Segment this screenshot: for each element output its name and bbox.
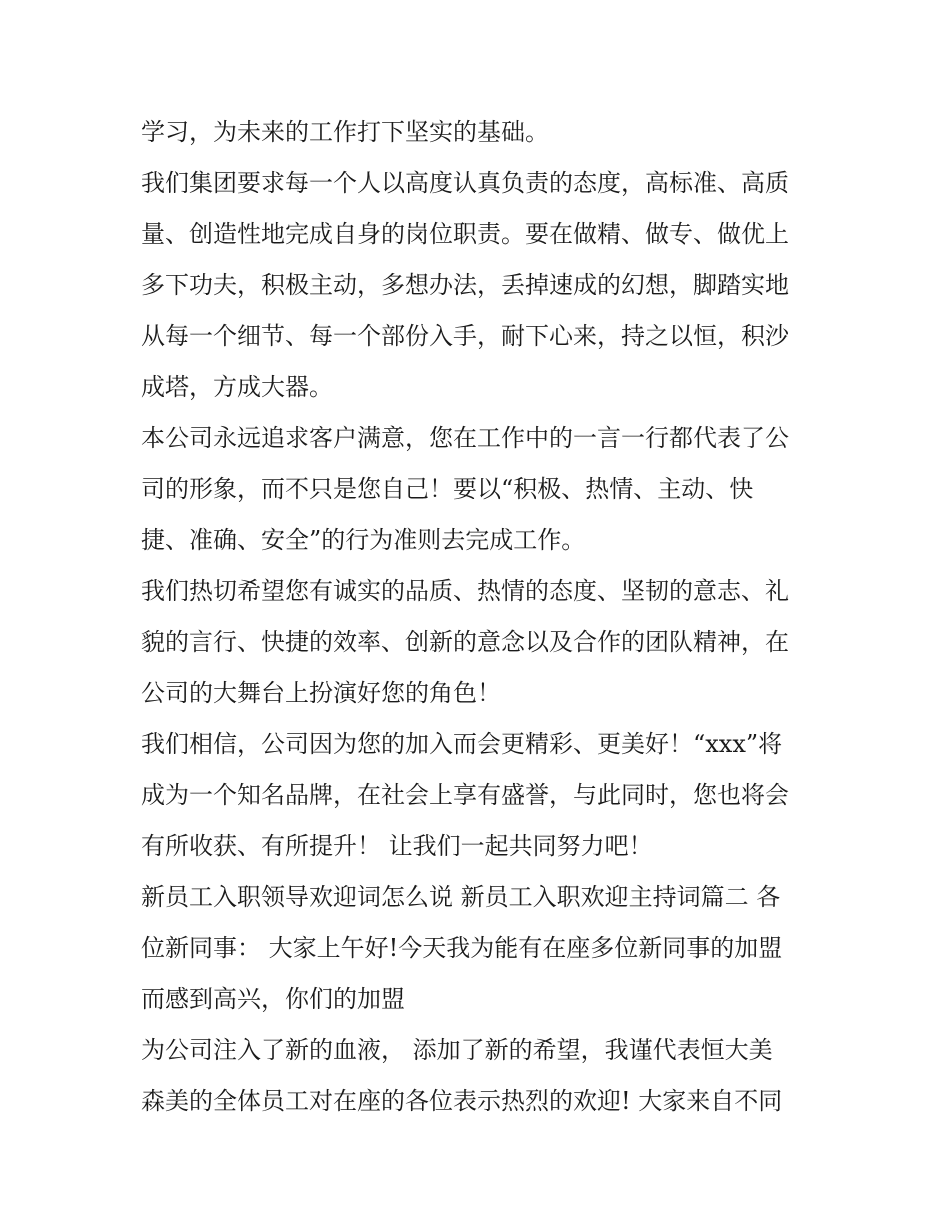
text-line: 位新同事： 大家上午好!今天我为能有在座多位新同事的加盟	[141, 934, 783, 962]
text-line: 貌的言行、快捷的效率、创新的意念以及合作的团队精神，在	[141, 628, 789, 656]
text-line: 我们热切希望您有诚实的品质、热情的态度、坚韧的意志、礼	[141, 577, 789, 605]
text-line: 捷、准确、安全”的行为准则去完成工作。	[141, 526, 586, 554]
text-line: 成塔，方成大器。	[141, 373, 333, 401]
text-line: 量、创造性地完成自身的岗位职责。要在做精、做专、做优上	[141, 220, 789, 248]
text-line: 有所收获、有所提升！ 让我们一起共同努力吧！	[141, 832, 653, 860]
text-line: 我们相信，公司因为您的加入而会更精彩、更美好！“xxx”将	[141, 730, 783, 758]
text-line: 多下功夫，积极主动，多想办法，丢掉速成的幻想，脚踏实地	[141, 271, 789, 299]
text-line: 新员工入职领导欢迎词怎么说 新员工入职欢迎主持词篇二 各	[141, 883, 781, 911]
text-line: 成为一个知名品牌，在社会上享有盛誉，与此同时，您也将会	[141, 781, 789, 809]
text-line: 从每一个细节、每一个部份入手，耐下心来，持之以恒，积沙	[141, 322, 789, 350]
body-text	[141, 107, 821, 1127]
text-line: 学习，为未来的工作打下坚实的基础。	[141, 118, 549, 146]
text-line: 本公司永远追求客户满意，您在工作中的一言一行都代表了公	[141, 424, 789, 452]
text-line: 司的形象，而不只是您自己！要以“积极、热情、主动、快	[141, 475, 754, 503]
text-line: 为公司注入了新的血液， 添加了新的希望，我谨代表恒大美	[141, 1036, 773, 1064]
text-line: 我们集团要求每一个人以高度认真负责的态度，高标准、高质	[141, 169, 789, 197]
text-line: 森美的全体员工对在座的各位表示热烈的欢迎! 大家来自不同	[141, 1087, 783, 1115]
text-line: 而感到高兴，你们的加盟	[141, 985, 405, 1013]
text-line: 公司的大舞台上扮演好您的角色！	[141, 679, 501, 707]
